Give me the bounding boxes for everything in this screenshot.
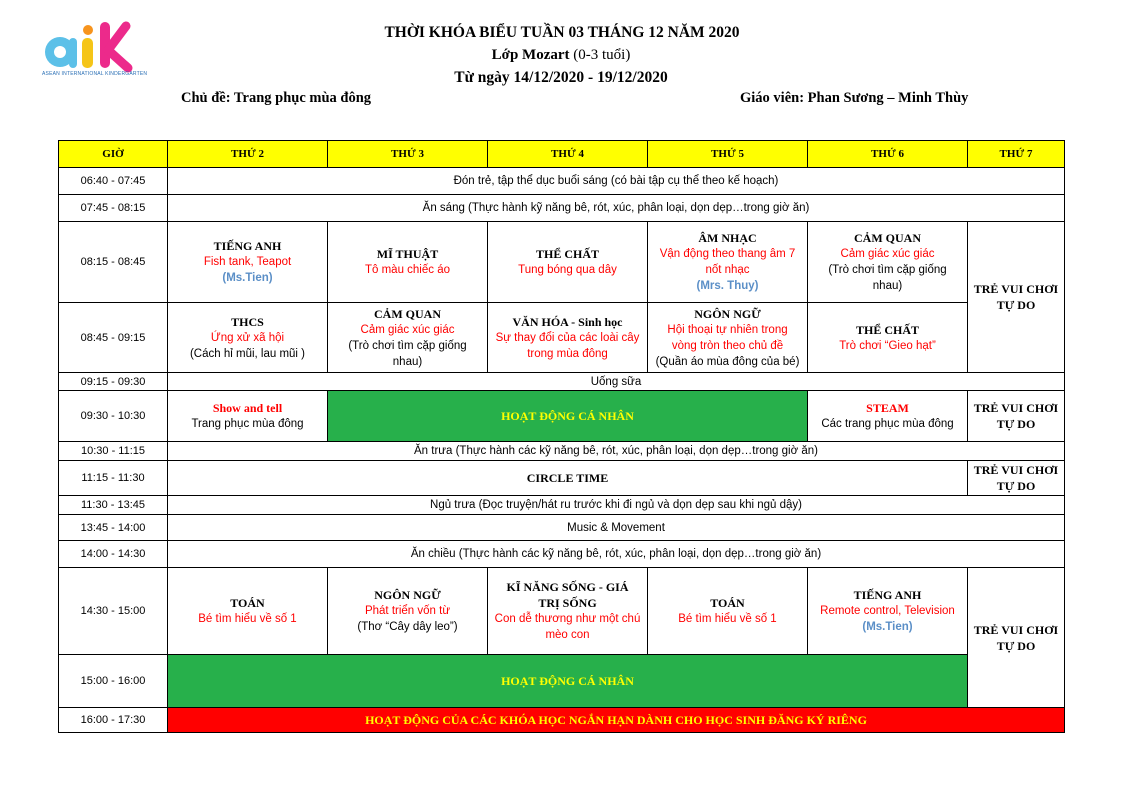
free-play-line: TỰ DO	[996, 417, 1036, 431]
time-cell: 07:45 - 08:15	[59, 195, 168, 222]
time-cell: 16:00 - 17:30	[59, 708, 168, 733]
lesson-cell	[808, 222, 968, 303]
lesson-subject: THỂ CHẤT	[535, 247, 599, 261]
lesson-subject: ÂM NHẠC	[698, 231, 757, 245]
time-cell: 09:30 - 10:30	[59, 391, 168, 442]
lesson-detail: Bé tìm hiểu về số 1	[678, 613, 777, 625]
lesson-cell	[488, 303, 648, 373]
lesson-detail: Ứng xử xã hội	[210, 331, 285, 344]
free-play-line: TRẺ VUI CHƠI	[973, 401, 1059, 415]
time-cell: 06:40 - 07:45	[59, 168, 168, 195]
lesson-subject: TIẾNG ANH	[853, 588, 922, 602]
lesson-cell	[488, 568, 648, 655]
table-row	[59, 391, 1065, 442]
lesson-subject: TIẾNG ANH	[213, 239, 282, 253]
lesson-subject: TRỊ SỐNG	[538, 596, 597, 610]
lesson-detail: Remote control, Television	[820, 605, 955, 617]
individual-activity-block: HOẠT ĐỘNG CÁ NHÂN	[328, 391, 808, 442]
activity-cell: Ăn chiều (Thực hành các kỹ năng bê, rót, xúc, phân loại, dọn dẹp…trong giờ ăn)	[168, 541, 1065, 568]
lesson-note: (Thơ “Cây dây leo”)	[357, 621, 458, 633]
table-row	[59, 461, 1065, 496]
lesson-detail: Cảm giác xúc giác	[840, 248, 935, 260]
lesson-note: nhau)	[872, 280, 903, 292]
lesson-note: (Trò chơi tìm cặp giống	[348, 339, 467, 352]
lesson-cell	[168, 391, 328, 442]
lesson-detail: Vận động theo thang âm 7	[659, 248, 796, 260]
lesson-cell	[648, 303, 808, 373]
lesson-subject: THCS	[231, 314, 264, 329]
lesson-cell	[808, 391, 968, 442]
lesson-detail: trong mùa đông	[527, 347, 608, 360]
free-play-line: TỰ DO	[996, 638, 1036, 653]
lesson-subject: CẢM QUAN	[854, 231, 921, 245]
lesson-detail: Trang phục mùa đông	[191, 418, 304, 430]
lesson-cell	[648, 568, 808, 655]
lesson-detail: Các trang phục mùa đông	[821, 418, 954, 430]
lesson-note: (Cách hỉ mũi, lau mũi )	[189, 347, 306, 360]
class-name: Mozart	[522, 47, 570, 63]
teacher-names: Giáo viên: Phan Sương – Minh Thùy	[740, 90, 969, 106]
table-row	[59, 195, 1065, 222]
lesson-cell	[648, 222, 808, 303]
lesson-detail: Bé tìm hiểu về số 1	[198, 613, 297, 625]
lesson-note: (Trò chơi tìm cặp giống	[828, 264, 947, 276]
table-row	[59, 708, 1065, 733]
schedule-title: THỜI KHÓA BIỂU TUẦN 03 THÁNG 12 NĂM 2020	[384, 24, 740, 41]
saturday-free-play	[968, 461, 1065, 496]
lesson-teacher: (Mrs. Thuy)	[696, 280, 759, 292]
lesson-cell	[808, 303, 968, 373]
table-row	[59, 496, 1065, 515]
lesson-cell	[328, 568, 488, 655]
free-play-line: TRẺ VUI CHƠI	[973, 622, 1059, 637]
lesson-cell	[168, 222, 328, 303]
time-cell: 11:15 - 11:30	[59, 461, 168, 496]
free-play-line: TỰ DO	[996, 298, 1036, 312]
table-row	[59, 222, 1065, 303]
table-row	[59, 442, 1065, 461]
time-cell: 14:30 - 15:00	[59, 568, 168, 655]
lesson-subject: STEAM	[866, 401, 909, 415]
lesson-detail: Fish tank, Teapot	[203, 256, 292, 268]
lesson-cell	[328, 303, 488, 373]
lesson-detail: Cảm giác xúc giác	[360, 323, 455, 336]
lesson-cell	[328, 222, 488, 303]
time-cell: 13:45 - 14:00	[59, 515, 168, 541]
short-course-block: HOẠT ĐỘNG CỦA CÁC KHÓA HỌC NGẮN HẠN DÀNH CHO HỌC SINH ĐĂNG KÝ RIÊNG	[168, 708, 1065, 733]
col-mon: THỨ 2	[168, 141, 328, 168]
free-play-line: TRẺ VUI CHƠI	[973, 463, 1059, 477]
col-tue: THỨ 3	[328, 141, 488, 168]
lesson-detail: Phát triển vốn từ	[364, 605, 451, 617]
lesson-teacher: (Ms.Tien)	[222, 272, 273, 284]
table-row	[59, 303, 1065, 373]
time-cell: 15:00 - 16:00	[59, 655, 168, 708]
activity-cell: Ăn trưa (Thực hành các kỹ năng bê, rót, xúc, phân loại, dọn dẹp…trong giờ ăn)	[168, 442, 1065, 461]
class-prefix: Lớp	[491, 47, 523, 63]
activity-cell: Ngủ trưa (Đọc truyện/hát ru trước khi đi ngủ và dọn dẹp sau khi ngủ dậy)	[168, 496, 1065, 515]
col-fri: THỨ 6	[808, 141, 968, 168]
lesson-detail: Hội thoại tự nhiên trong	[667, 323, 788, 336]
activity-cell: Đón trẻ, tập thể dục buổi sáng (có bài tập cụ thể theo kế hoạch)	[168, 168, 1065, 195]
lesson-subject: THỂ CHẤT	[855, 322, 919, 337]
class-age: (0-3 tuổi)	[569, 47, 631, 63]
lesson-subject: VĂN HÓA - Sinh học	[512, 314, 623, 329]
col-wed: THỨ 4	[488, 141, 648, 168]
timetable	[58, 140, 1065, 733]
individual-activity-block: HOẠT ĐỘNG CÁ NHÂN	[168, 655, 968, 708]
lesson-subject: NGÔN NGỮ	[694, 306, 761, 321]
time-cell: 08:45 - 09:15	[59, 303, 168, 373]
free-play-line: TỰ DO	[996, 479, 1036, 493]
table-row	[59, 168, 1065, 195]
lesson-cell	[488, 222, 648, 303]
saturday-free-play	[968, 222, 1065, 373]
lesson-subject: Show and tell	[212, 401, 283, 415]
activity-cell: Music & Movement	[168, 515, 1065, 541]
table-row	[59, 655, 1065, 708]
time-cell: 10:30 - 11:15	[59, 442, 168, 461]
lesson-detail: Con dễ thương như một chú	[494, 613, 641, 625]
lesson-detail: mèo con	[545, 629, 590, 641]
class-line	[0, 47, 1122, 64]
lesson-subject: MĨ THUẬT	[376, 247, 439, 261]
topic: Chủ đề: Trang phục mùa đông	[181, 90, 372, 106]
lesson-detail: Sự thay đổi của các loài cây	[495, 331, 640, 344]
saturday-free-play	[968, 391, 1065, 442]
lesson-detail: Trò chơi “Gieo hạt”	[839, 339, 936, 352]
activity-cell: Ăn sáng (Thực hành kỹ năng bê, rót, xúc, phân loại, dọn dẹp…trong giờ ăn)	[168, 195, 1065, 222]
table-header-row	[59, 141, 1065, 168]
lesson-cell	[808, 568, 968, 655]
lesson-detail: nốt nhạc	[705, 264, 750, 276]
lesson-cell	[168, 303, 328, 373]
circle-time-cell: CIRCLE TIME	[168, 461, 968, 496]
lesson-subject: CẢM QUAN	[374, 306, 441, 321]
activity-cell: Uống sữa	[168, 373, 1065, 391]
col-sat: THỨ 7	[968, 141, 1065, 168]
lesson-subject: TOÁN	[230, 596, 265, 610]
time-cell: 09:15 - 09:30	[59, 373, 168, 391]
lesson-note: nhau)	[392, 355, 423, 368]
lesson-cell	[168, 568, 328, 655]
col-time: GIỜ	[59, 141, 168, 168]
lesson-detail: Tung bóng qua dây	[518, 264, 617, 276]
lesson-subject: KĨ NĂNG SỐNG - GIÁ	[506, 580, 629, 594]
table-row	[59, 568, 1065, 655]
free-play-line: TRẺ VUI CHƠI	[973, 282, 1059, 296]
time-cell: 08:15 - 08:45	[59, 222, 168, 303]
lesson-subject: TOÁN	[710, 596, 745, 610]
table-row	[59, 541, 1065, 568]
lesson-teacher: (Ms.Tien)	[862, 621, 913, 633]
saturday-free-play	[968, 568, 1065, 708]
col-thu: THỨ 5	[648, 141, 808, 168]
time-cell: 14:00 - 14:30	[59, 541, 168, 568]
lesson-subject: NGÔN NGỮ	[374, 588, 441, 602]
lesson-note: (Quần áo mùa đông của bé)	[655, 355, 800, 368]
lesson-detail: Tô màu chiếc áo	[364, 264, 450, 276]
table-row	[59, 373, 1065, 391]
date-range: Từ ngày 14/12/2020 - 19/12/2020	[454, 69, 668, 86]
table-row	[59, 515, 1065, 541]
time-cell: 11:30 - 13:45	[59, 496, 168, 515]
logo-subtitle: ASEAN INTERNATIONAL KINDERGARTEN	[42, 71, 148, 77]
lesson-detail: vòng tròn theo chủ đề	[671, 339, 784, 352]
